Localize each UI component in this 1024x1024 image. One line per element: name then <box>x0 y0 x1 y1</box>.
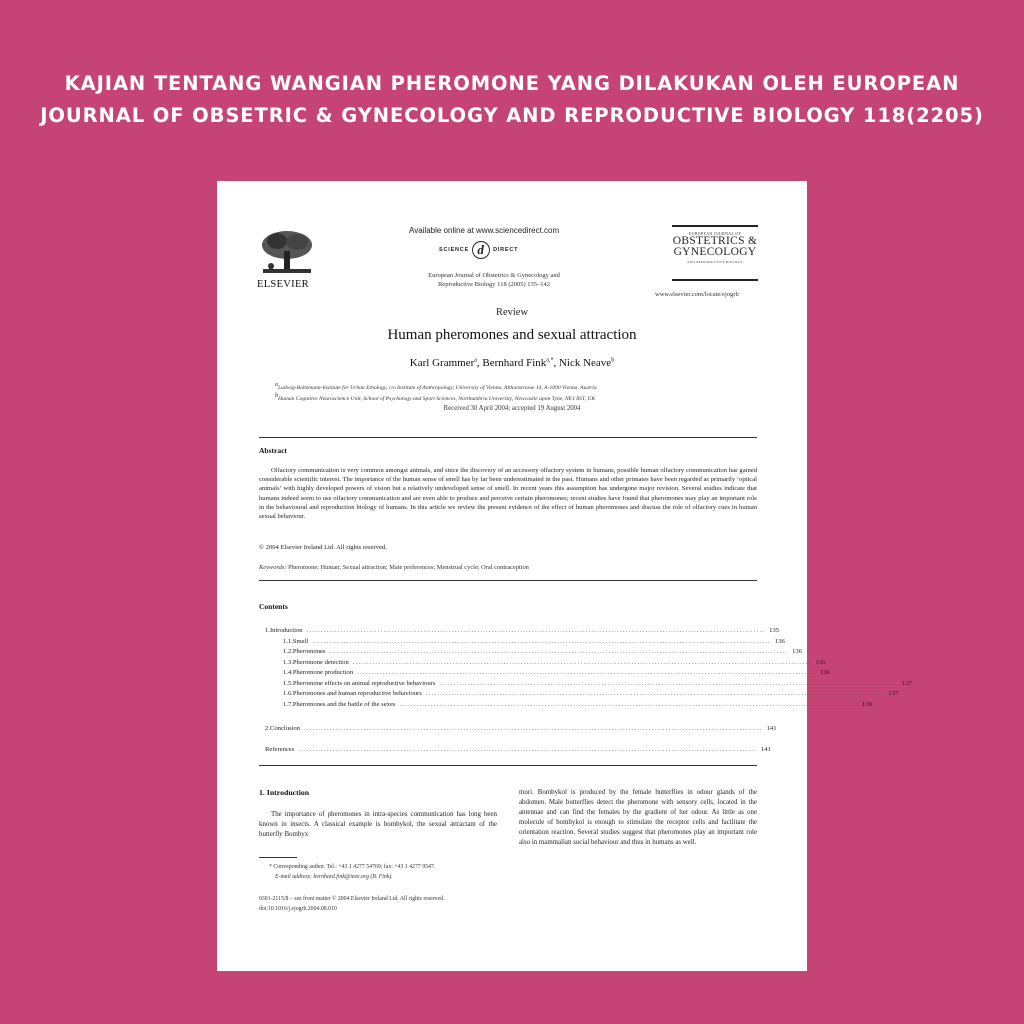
author-sup: a <box>474 357 477 364</box>
footnote-rule <box>259 857 297 858</box>
paper-title: Human pheromones and sexual attraction <box>387 327 637 343</box>
paper-page <box>217 181 912 971</box>
toc-row[interactable] <box>259 647 802 658</box>
toc-leader: ................................................................................................................................................................. <box>304 724 763 732</box>
headline-line-1: KAJIAN TENTANG WANGIAN PHEROMONE YANG DILAKUKAN OLEH EUROPEAN <box>64 72 960 95</box>
toc-page: 139 <box>862 700 872 708</box>
toc-leader: ................................................................................................................................................................. <box>357 669 816 677</box>
abstract-heading: Abstract <box>259 446 287 455</box>
toc-page: 141 <box>766 724 777 732</box>
toc-row[interactable] <box>259 699 872 710</box>
journal-logo-box <box>672 225 758 281</box>
journal-box-line-1: OBSTETRICS & <box>672 235 758 247</box>
author-list: Karl Grammer$^a$, Bernhard Fink$^{a,*}$, Nick Neave$^b$ <box>409 357 615 369</box>
keywords <box>259 564 529 571</box>
section-heading: 1. Introduction <box>259 788 310 797</box>
intro-left-text: The importance of pheromones in intra-species communication has long been known in insects. A classical example is bombykol, the sexual attractant of the butterfly Bombyx <box>259 811 497 838</box>
author-sup: a,* <box>546 357 554 364</box>
toc-row[interactable] <box>259 744 771 755</box>
affiliation-sup: b <box>275 393 278 400</box>
toc-row[interactable] <box>259 678 912 689</box>
toc-label: Smell <box>292 637 309 645</box>
doi-line: doi:10.1016/j.ejogrb.2004.08.010 <box>259 906 337 912</box>
journal-ref-line-1: European Journal of Obstetrics & Gynecology and <box>428 272 560 279</box>
headline-line-2: JOURNAL OF OBSETRIC & GYNECOLOGY AND REPRODUCTIVE BIOLOGY 118(2205) <box>40 104 984 127</box>
toc-row[interactable] <box>259 657 826 668</box>
toc-number: 1.2. <box>283 648 293 656</box>
elsevier-tree-logo <box>259 229 315 277</box>
affiliation-text: Ludwig-Boltzmann-Institute for Urban Ethology, c/o Institute of Anthropology, University of Vienna, Althanstrasse 14, A-1090 Vienna, Austria <box>278 384 597 391</box>
toc-number: 1.6. <box>283 690 293 698</box>
toc-label: Introduction <box>269 626 303 634</box>
toc-number: 1.4. <box>283 669 293 677</box>
toc-number: 1.5. <box>283 679 293 687</box>
keywords-text: Pheromone; Human; Sexual attraction; Mate preferences; Menstrual cycle; Oral contraception <box>288 564 529 571</box>
journal-box-tiny: AND REPRODUCTIVE BIOLOGY <box>687 260 743 264</box>
toc-page: 136 <box>819 669 830 677</box>
toc-row[interactable] <box>259 625 780 636</box>
toc-label: References <box>265 745 295 753</box>
toc-page: 136 <box>792 648 802 656</box>
affiliation-sup: a <box>275 382 278 388</box>
abstract-text: Olfactory communication is very common amongst animals, and since the discovery of an accessory olfactory system in humans, possible human olfactory communication has gained considerable scientific interest. The importance of the human sense of smell has by far been underestimated in the past. Humans and other primates have been regarded as primarily ‘optical animals’ with highly developed powers of vision but a relatively undeveloped sense of smell. In recent years this assumption has undergone major revision. Several studies indicate that humans indeed seem to use olfactory communication and are even able to produce and perceive certain pheromones; recent studies have found that pheromones may play an important role in the behavioural and reproduction biology of humans. In this article we review the present evidence of the effect of human pheromones and discuss the role of olfactory cues in human sexual behaviour. <box>259 467 757 521</box>
toc-label: Pheromone detection <box>292 658 349 666</box>
toc-leader: ................................................................................................................................................................. <box>329 648 789 656</box>
toc-leader: ................................................................................................................................................................. <box>298 745 757 753</box>
toc-page: 137 <box>888 690 899 698</box>
toc-page: 137 <box>902 679 912 687</box>
affiliation-text: Human Cognitive Neuroscience Unit, School of Psychology and Sport Sciences, Northumbria University, Newcastle upon Tyne, NE1 8ST, UK <box>278 396 596 403</box>
publisher-name: ELSEVIER <box>257 279 309 290</box>
journal-box-small: EUROPEAN JOURNAL OF <box>688 231 742 236</box>
footnote-corresponding: * Corresponding author. Tel.: +43 1 4277 54769; fax: +43 1 4277 9547. <box>269 864 436 870</box>
toc-page: 141 <box>760 745 771 753</box>
journal-url: www.elsevier.com/locate/ejogrb <box>655 291 739 298</box>
sd-at-icon: d <box>472 241 490 259</box>
toc-label: Pheromone effects on animal reproductive behaviours <box>292 679 436 687</box>
toc-label: Pheromones <box>292 648 326 656</box>
affiliations <box>275 381 765 404</box>
journal-reference <box>399 271 589 289</box>
toc-number: 1.1. <box>283 637 293 645</box>
toc-row[interactable] <box>259 723 777 734</box>
toc-row[interactable] <box>259 668 830 679</box>
toc-leader: ................................................................................................................................................................. <box>352 658 812 666</box>
author-name: Karl Grammer <box>409 357 475 369</box>
toc-label: Pheromones and human reproductive behaviours <box>292 690 422 698</box>
author-sup: b <box>611 357 615 364</box>
keywords-label: Keywords: <box>259 564 287 571</box>
toc-number: 2. <box>265 724 270 732</box>
divider <box>259 437 757 438</box>
toc-label: Conclusion <box>269 724 300 732</box>
headline <box>0 68 1024 132</box>
toc-page: 136 <box>774 637 785 645</box>
front-matter-line: 0301-2115/$ – see front matter © 2004 Elsevier Ireland Ltd. All rights reserved. <box>259 896 445 902</box>
toc-number: 1.3. <box>283 658 293 666</box>
copyright-line: © 2004 Elsevier Ireland Ltd. All rights reserved. <box>259 544 387 551</box>
available-online: Available online at www.sciencedirect.com <box>409 226 560 235</box>
toc-page: 136 <box>815 658 826 666</box>
contents-heading: Contents <box>259 602 288 611</box>
author-name: Nick Neave <box>558 357 612 369</box>
toc-number: 1.7. <box>283 700 293 708</box>
received-dates: Received 30 April 2004; accepted 19 August 2004 <box>443 405 581 412</box>
toc-number: 1. <box>265 626 270 634</box>
toc-label: Pheromones and the battle of the sexes <box>292 700 396 708</box>
journal-box-line-2: GYNECOLOGY <box>673 246 757 258</box>
toc-leader: ................................................................................................................................................................. <box>425 690 885 698</box>
affiliation <box>275 392 765 403</box>
toc-row[interactable] <box>259 689 899 700</box>
sd-brand-left: SCIENCE <box>439 247 470 253</box>
toc-leader: ................................................................................................................................................................. <box>306 626 766 634</box>
divider <box>259 765 757 766</box>
left-column <box>259 788 497 840</box>
toc-row[interactable] <box>259 636 785 647</box>
sciencedirect-logo <box>439 241 518 259</box>
intro-right-text: mori. Bombykol is produced by the female butterflies in odour glands of the abdomen. Male butterflies detect the pheromone with sensory cells, located in the antennae and can find the females by the gradient of her odour. As little as one molecule of bombykol is enough to stimulate the receptor cells and facilitate the orientation reaction. Several studies suggest that pheromones play an important role also in mammalian social behaviour and thus in humans as well. <box>519 789 757 847</box>
footnote-email: E-mail address: bernhard.fink@ieee.org (B. Fink). <box>275 874 393 880</box>
affiliation <box>275 381 765 392</box>
sd-brand-right: DIRECT <box>493 247 519 253</box>
journal-ref-line-2: Reproductive Biology 118 (2005) 135–142 <box>437 281 551 288</box>
article-type: Review <box>495 307 529 318</box>
toc-label: Pheromone production <box>292 669 354 677</box>
toc-page: 135 <box>769 626 780 634</box>
divider <box>259 580 757 581</box>
toc-leader: ................................................................................................................................................................. <box>312 637 771 645</box>
author-name: Bernhard Fink <box>482 357 547 369</box>
toc-leader: ................................................................................................................................................................. <box>439 679 899 687</box>
toc-leader: ................................................................................................................................................................. <box>399 700 859 708</box>
right-column <box>519 788 757 849</box>
